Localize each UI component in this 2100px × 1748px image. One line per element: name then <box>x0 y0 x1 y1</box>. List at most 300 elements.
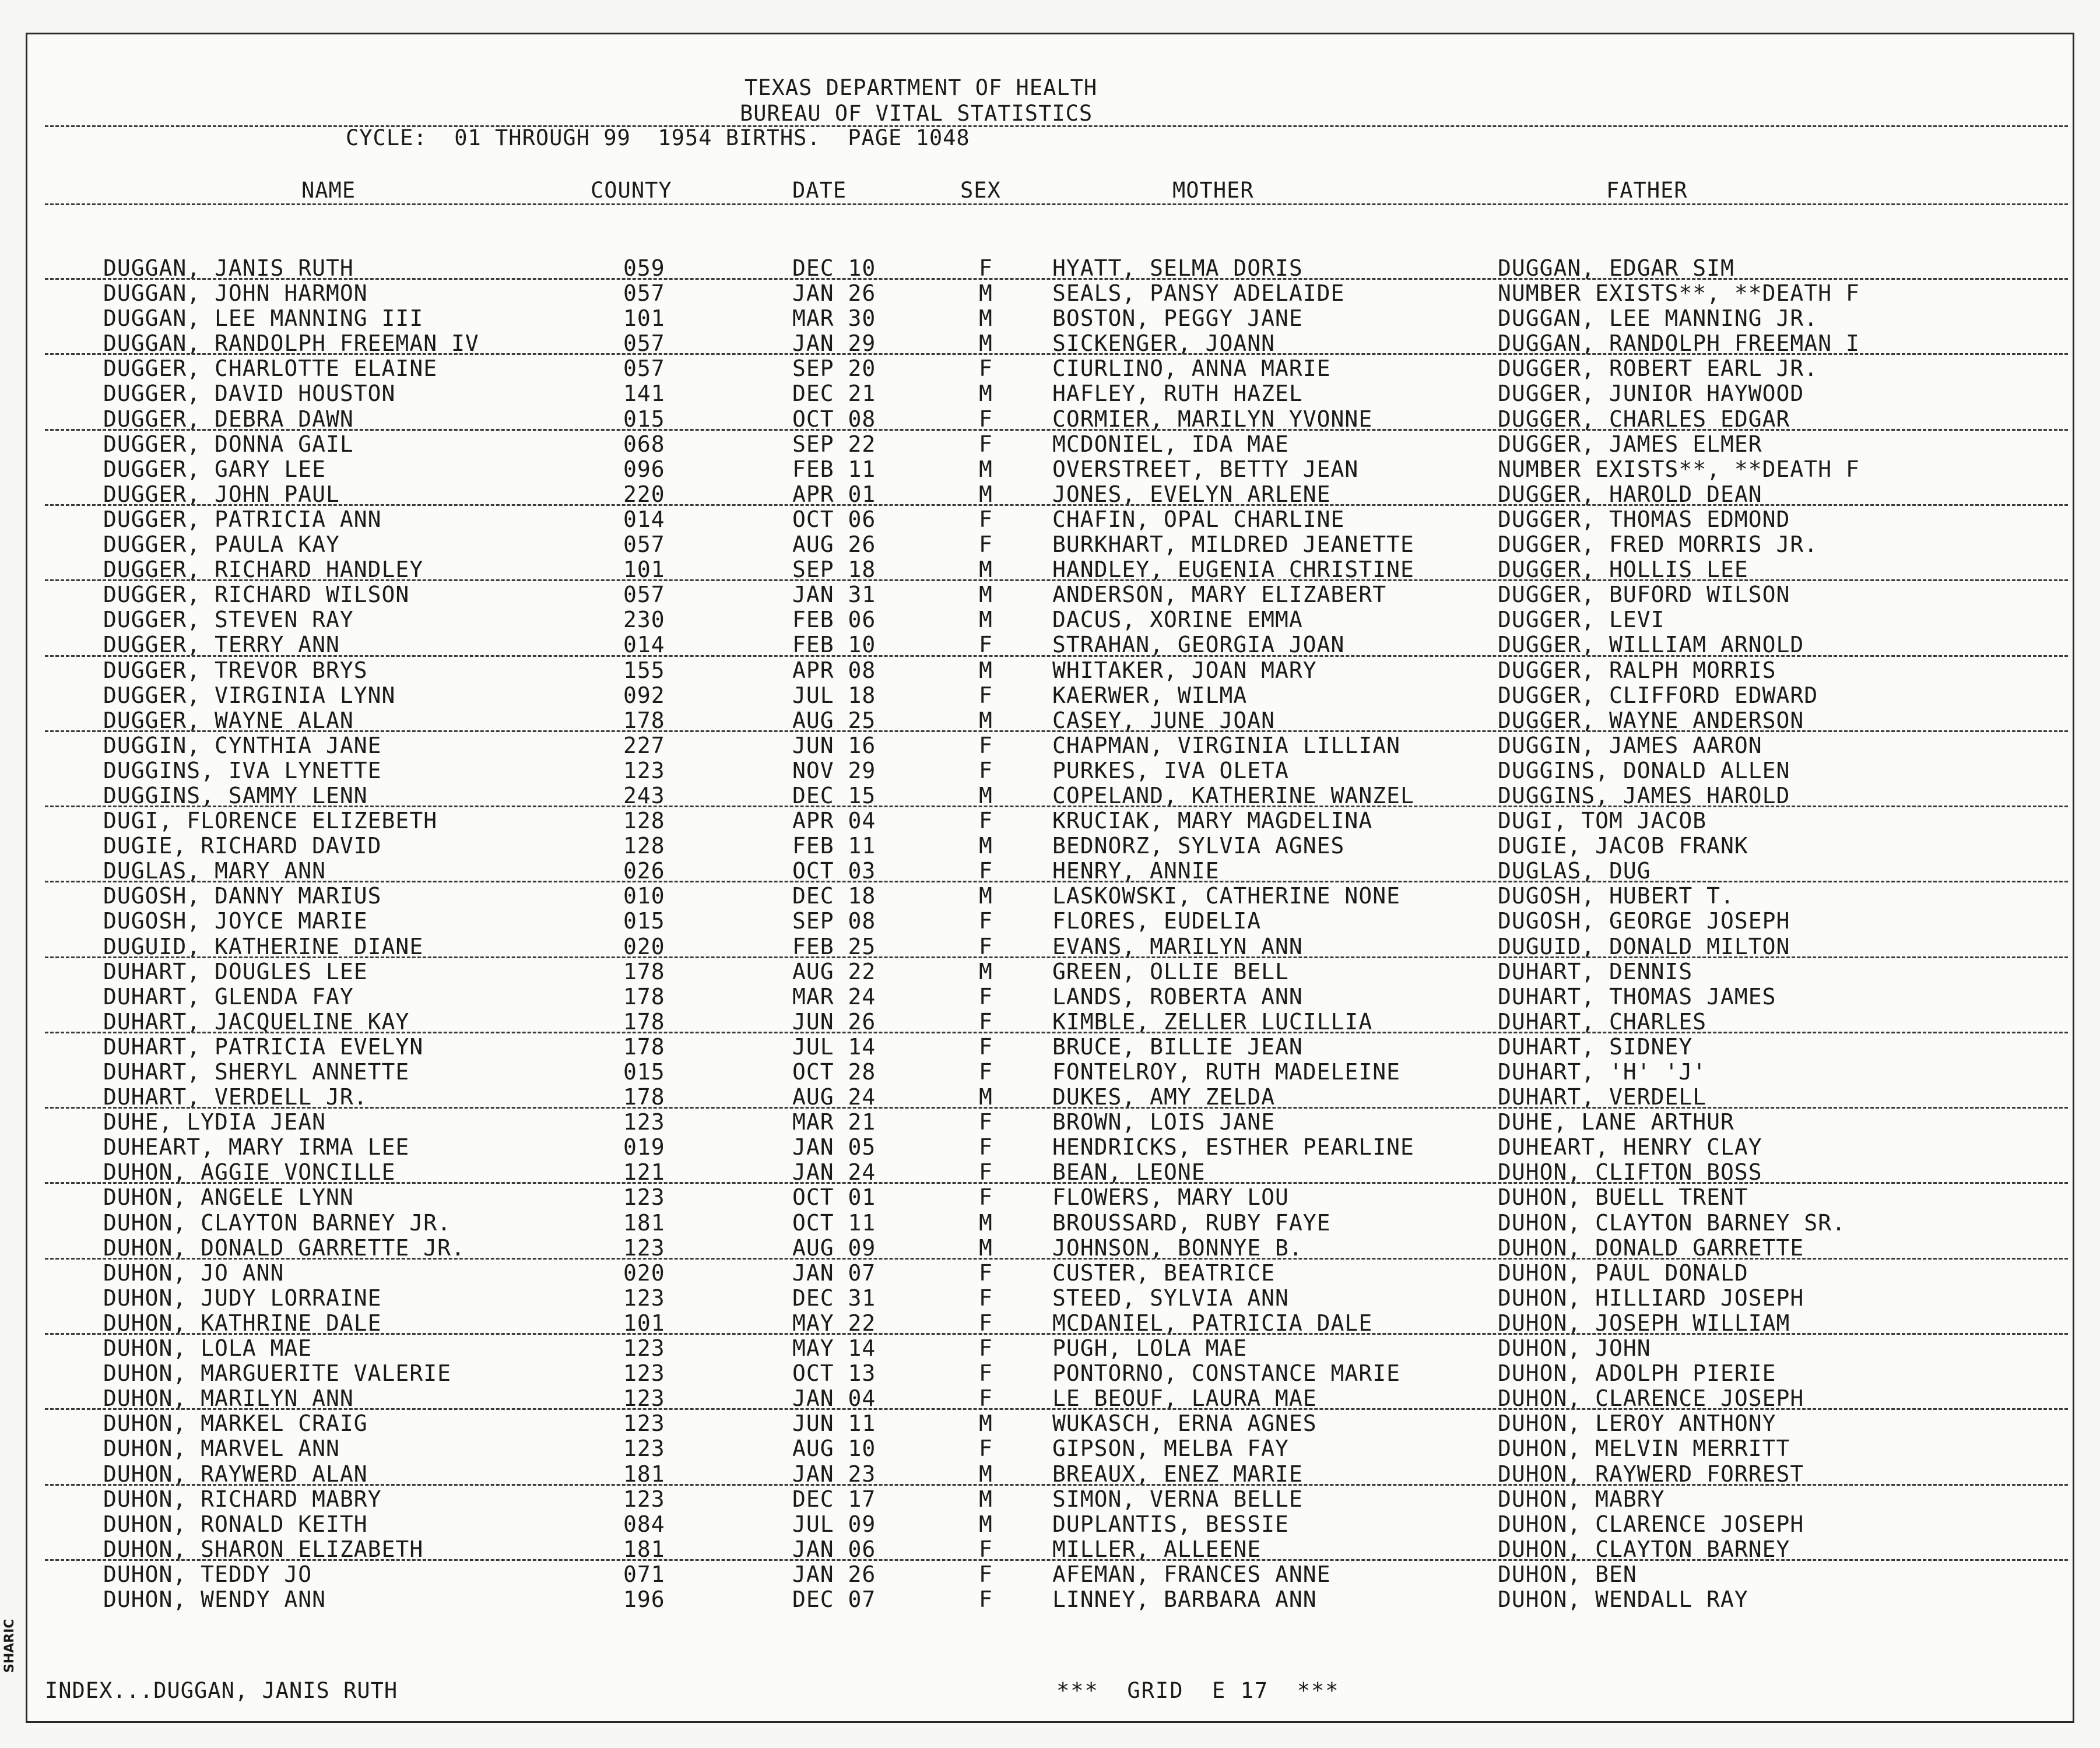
record-father: DUGGER, FRED MORRIS JR. <box>1498 532 1818 558</box>
record-sex: M <box>979 280 993 307</box>
record-date: MAY 22 <box>792 1310 876 1336</box>
record-row <box>27 1462 2073 1487</box>
record-county: 019 <box>623 1134 665 1160</box>
record-father: DUGOSH, GEORGE JOSEPH <box>1498 908 1790 934</box>
record-name: DUGGINS, IVA LYNETTE <box>103 757 382 783</box>
record-row <box>27 331 2073 356</box>
record-mother: BRUCE, BILLIE JEAN <box>1052 1033 1303 1060</box>
record-row <box>27 984 2073 1010</box>
record-date: SEP 22 <box>792 431 876 457</box>
record-row <box>27 1386 2073 1411</box>
record-row <box>27 281 2073 306</box>
record-mother: BROWN, LOIS JANE <box>1052 1109 1276 1135</box>
record-row <box>27 582 2073 607</box>
record-sex: F <box>979 983 993 1010</box>
record-mother: GIPSON, MELBA FAY <box>1052 1436 1289 1462</box>
record-row <box>27 1160 2073 1185</box>
record-date: SEP 20 <box>792 356 876 382</box>
record-sex: F <box>979 757 993 783</box>
record-name: DUGUID, KATHERINE DIANE <box>103 933 424 959</box>
column-header-rule <box>45 203 2068 205</box>
record-row <box>27 758 2073 783</box>
record-sex: F <box>979 632 993 658</box>
record-sex: F <box>979 1310 993 1336</box>
record-mother: AFEMAN, FRANCES ANNE <box>1052 1561 1331 1587</box>
record-father: DUHON, LEROY ANTHONY <box>1498 1411 1776 1437</box>
record-sex: M <box>979 607 993 633</box>
record-father: DUHON, JOSEPH WILLIAM <box>1498 1310 1790 1336</box>
record-county: 057 <box>623 532 665 558</box>
record-county: 178 <box>623 1084 665 1110</box>
side-stamp: SHARIC <box>2 1619 17 1673</box>
record-date: AUG 25 <box>792 707 876 733</box>
record-sex: F <box>979 255 993 281</box>
record-date: OCT 01 <box>792 1184 876 1211</box>
record-date: JAN 06 <box>792 1536 876 1562</box>
column-header-date: DATE <box>792 178 847 203</box>
record-father: DUGGER, HOLLIS LEE <box>1498 557 1748 583</box>
record-row <box>27 1035 2073 1060</box>
record-sex: M <box>979 1486 993 1512</box>
record-date: NOV 29 <box>792 757 876 783</box>
record-county: 068 <box>623 431 665 457</box>
record-father: DUGOSH, HUBERT T. <box>1498 883 1734 909</box>
record-date: MAR 24 <box>792 983 876 1010</box>
record-sex: M <box>979 1234 993 1261</box>
record-name: DUHON, MARILYN ANN <box>103 1385 354 1412</box>
record-mother: DACUS, XORINE EMMA <box>1052 607 1303 633</box>
record-father: DUHON, HILLIARD JOSEPH <box>1498 1285 1804 1311</box>
record-sex: M <box>979 1411 993 1437</box>
record-sex: F <box>979 1335 993 1362</box>
record-sex: M <box>979 707 993 733</box>
record-row <box>27 683 2073 708</box>
record-county: 178 <box>623 1033 665 1060</box>
record-mother: COPELAND, KATHERINE WANZEL <box>1052 782 1414 808</box>
record-county: 196 <box>623 1586 665 1612</box>
record-sex: F <box>979 682 993 708</box>
record-mother: CASEY, JUNE JOAN <box>1052 707 1276 733</box>
record-date: JUL 18 <box>792 682 876 708</box>
record-sex: F <box>979 1561 993 1587</box>
record-row <box>27 482 2073 507</box>
record-date: SEP 08 <box>792 908 876 934</box>
record-father: DUGGER, CLIFFORD EDWARD <box>1498 682 1818 708</box>
record-row <box>27 432 2073 457</box>
record-county: 123 <box>623 1411 665 1437</box>
record-date: DEC 07 <box>792 1586 876 1612</box>
record-date: OCT 11 <box>792 1209 876 1236</box>
record-row <box>27 658 2073 683</box>
record-row <box>27 859 2073 884</box>
record-father: DUHART, SIDNEY <box>1498 1033 1693 1060</box>
record-mother: ANDERSON, MARY ELIZABERT <box>1052 582 1387 608</box>
agency-title: TEXAS DEPARTMENT OF HEALTH <box>745 75 1098 100</box>
record-name: DUGGER, DAVID HOUSTON <box>103 381 396 407</box>
record-sex: F <box>979 1059 993 1085</box>
record-sex: M <box>979 305 993 332</box>
record-row <box>27 1512 2073 1537</box>
record-name: DUHART, VERDELL JR. <box>103 1084 368 1110</box>
record-name: DUHEART, MARY IRMA LEE <box>103 1134 410 1160</box>
record-sex: F <box>979 1436 993 1462</box>
record-county: 181 <box>623 1209 665 1236</box>
record-name: DUGGAN, LEE MANNING III <box>103 305 424 332</box>
record-name: DUGIE, RICHARD DAVID <box>103 833 382 859</box>
record-county: 128 <box>623 808 665 834</box>
column-header-sex: SEX <box>960 178 1001 203</box>
record-name: DUHON, JUDY LORRAINE <box>103 1285 382 1311</box>
record-county: 123 <box>623 1486 665 1512</box>
record-mother: HENRY, ANNIE <box>1052 858 1220 884</box>
record-sex: F <box>979 1134 993 1160</box>
record-name: DUGGER, CHARLOTTE ELAINE <box>103 356 438 382</box>
record-row <box>27 1537 2073 1562</box>
record-mother: OVERSTREET, BETTY JEAN <box>1052 456 1359 482</box>
record-date: AUG 10 <box>792 1436 876 1462</box>
record-date: JUN 11 <box>792 1411 876 1437</box>
grid-footer: *** GRID E 17 *** <box>1056 1678 1340 1703</box>
record-county: 092 <box>623 682 665 708</box>
record-county: 123 <box>623 1385 665 1412</box>
record-row <box>27 356 2073 381</box>
record-father: DUGGINS, JAMES HAROLD <box>1498 782 1790 808</box>
record-father: DUHON, CLAYTON BARNEY SR. <box>1498 1209 1846 1236</box>
record-mother: BEDNORZ, SYLVIA AGNES <box>1052 833 1345 859</box>
record-father: DUHON, BEN <box>1498 1561 1637 1587</box>
record-date: JAN 31 <box>792 582 876 608</box>
record-mother: CIURLINO, ANNA MARIE <box>1052 356 1331 382</box>
record-county: 178 <box>623 983 665 1010</box>
record-mother: PONTORNO, CONSTANCE MARIE <box>1052 1360 1400 1387</box>
record-date: JUL 14 <box>792 1033 876 1060</box>
record-father: DUGIE, JACOB FRANK <box>1498 833 1748 859</box>
record-mother: SEALS, PANSY ADELAIDE <box>1052 280 1345 307</box>
record-county: 026 <box>623 858 665 884</box>
record-row <box>27 1286 2073 1311</box>
record-mother: JOHNSON, BONNYE B. <box>1052 1234 1303 1261</box>
records-page <box>26 33 2074 1723</box>
record-row <box>27 1010 2073 1035</box>
record-row <box>27 1185 2073 1210</box>
record-row <box>27 1336 2073 1361</box>
record-date: DEC 17 <box>792 1486 876 1512</box>
record-father: DUHON, ADOLPH PIERIE <box>1498 1360 1776 1387</box>
record-father: DUGI, TOM JACOB <box>1498 808 1707 834</box>
record-row <box>27 1562 2073 1587</box>
record-mother: BOSTON, PEGGY JANE <box>1052 305 1303 332</box>
record-father: DUHART, CHARLES <box>1498 1008 1707 1035</box>
record-mother: BREAUX, ENEZ MARIE <box>1052 1461 1303 1487</box>
record-date: JAN 24 <box>792 1159 876 1186</box>
record-father: DUGGAN, LEE MANNING JR. <box>1498 305 1818 332</box>
record-county: 015 <box>623 1059 665 1085</box>
record-sex: F <box>979 1260 993 1286</box>
record-father: DUGGAN, EDGAR SIM <box>1498 255 1734 281</box>
record-date: JAN 29 <box>792 330 876 357</box>
record-mother: KIMBLE, ZELLER LUCILLIA <box>1052 1008 1373 1035</box>
record-date: OCT 08 <box>792 406 876 432</box>
record-date: MAR 30 <box>792 305 876 332</box>
record-name: DUHART, PATRICIA EVELYN <box>103 1033 424 1060</box>
record-mother: LANDS, ROBERTA ANN <box>1052 983 1303 1010</box>
record-name: DUHON, RAYWERD ALAN <box>103 1461 368 1487</box>
record-date: APR 01 <box>792 481 876 507</box>
record-county: 057 <box>623 582 665 608</box>
record-father: NUMBER EXISTS**, **DEATH F <box>1498 456 1860 482</box>
record-sex: M <box>979 883 993 909</box>
record-name: DUHON, SHARON ELIZABETH <box>103 1536 424 1562</box>
record-name: DUGGER, TERRY ANN <box>103 632 340 658</box>
record-father: DUGLAS, DUG <box>1498 858 1651 884</box>
record-county: 178 <box>623 707 665 733</box>
column-header-name: NAME <box>301 178 356 203</box>
record-row <box>27 1436 2073 1461</box>
record-name: DUGGER, PAULA KAY <box>103 532 340 558</box>
record-father: DUGGER, HAROLD DEAN <box>1498 481 1762 507</box>
record-county: 155 <box>623 657 665 683</box>
record-father: DUHON, CLAYTON BARNEY <box>1498 1536 1790 1562</box>
record-date: JUL 09 <box>792 1511 876 1537</box>
record-county: 121 <box>623 1159 665 1186</box>
record-row <box>27 381 2073 406</box>
record-name: DUHART, DOUGLES LEE <box>103 958 368 984</box>
record-county: 123 <box>623 1109 665 1135</box>
record-name: DUHON, MARVEL ANN <box>103 1436 340 1462</box>
record-county: 101 <box>623 1310 665 1336</box>
record-mother: KAERWER, WILMA <box>1052 682 1248 708</box>
record-sex: F <box>979 1008 993 1035</box>
record-mother: CUSTER, BEATRICE <box>1052 1260 1276 1286</box>
record-father: DUGGER, JAMES ELMER <box>1498 431 1762 457</box>
record-sex: F <box>979 506 993 532</box>
record-date: FEB 11 <box>792 833 876 859</box>
record-mother: HENDRICKS, ESTHER PEARLINE <box>1052 1134 1414 1160</box>
record-name: DUGLAS, MARY ANN <box>103 858 326 884</box>
record-name: DUHART, JACQUELINE KAY <box>103 1008 410 1035</box>
record-mother: STRAHAN, GEORGIA JOAN <box>1052 632 1345 658</box>
record-row <box>27 306 2073 331</box>
index-footer: INDEX...DUGGAN, JANIS RUTH <box>45 1678 398 1703</box>
record-county: 101 <box>623 305 665 332</box>
record-county: 096 <box>623 456 665 482</box>
record-county: 227 <box>623 732 665 758</box>
record-sex: M <box>979 330 993 357</box>
record-county: 020 <box>623 1260 665 1286</box>
record-father: DUGGIN, JAMES AARON <box>1498 732 1762 758</box>
record-mother: EVANS, MARILYN ANN <box>1052 933 1303 959</box>
record-date: APR 04 <box>792 808 876 834</box>
record-county: 181 <box>623 1536 665 1562</box>
record-mother: FONTELROY, RUTH MADELEINE <box>1052 1059 1400 1085</box>
record-mother: HAFLEY, RUTH HAZEL <box>1052 381 1303 407</box>
record-sex: M <box>979 1511 993 1537</box>
record-name: DUHON, ANGELE LYNN <box>103 1184 354 1211</box>
record-mother: CHAPMAN, VIRGINIA LILLIAN <box>1052 732 1400 758</box>
record-father: DUGGER, BUFORD WILSON <box>1498 582 1790 608</box>
column-header-father: FATHER <box>1606 178 1688 203</box>
record-mother: SIMON, VERNA BELLE <box>1052 1486 1303 1512</box>
record-father: DUHART, DENNIS <box>1498 958 1693 984</box>
record-sex: M <box>979 1084 993 1110</box>
record-date: JAN 26 <box>792 1561 876 1587</box>
record-county: 020 <box>623 933 665 959</box>
record-father: DUHON, BUELL TRENT <box>1498 1184 1748 1211</box>
record-father: DUGGER, ROBERT EARL JR. <box>1498 356 1818 382</box>
record-county: 123 <box>623 1285 665 1311</box>
record-sex: M <box>979 381 993 407</box>
record-row <box>27 1211 2073 1236</box>
record-county: 057 <box>623 280 665 307</box>
record-county: 057 <box>623 330 665 357</box>
record-mother: JONES, EVELYN ARLENE <box>1052 481 1331 507</box>
record-father: DUGGER, WILLIAM ARNOLD <box>1498 632 1804 658</box>
record-father: DUGGER, RALPH MORRIS <box>1498 657 1776 683</box>
record-name: DUGGINS, SAMMY LENN <box>103 782 368 808</box>
record-sex: M <box>979 1209 993 1236</box>
record-sex: F <box>979 406 993 432</box>
record-name: DUHART, SHERYL ANNETTE <box>103 1059 410 1085</box>
record-name: DUHON, RONALD KEITH <box>103 1511 368 1537</box>
record-date: MAY 14 <box>792 1335 876 1362</box>
record-name: DUHON, TEDDY JO <box>103 1561 312 1587</box>
record-row <box>27 934 2073 959</box>
record-father: DUGGINS, DONALD ALLEN <box>1498 757 1790 783</box>
record-county: 181 <box>623 1461 665 1487</box>
record-mother: DUPLANTIS, BESSIE <box>1052 1511 1289 1537</box>
record-county: 123 <box>623 1234 665 1261</box>
column-header-county: COUNTY <box>591 178 672 203</box>
record-sex: F <box>979 1184 993 1211</box>
record-county: 178 <box>623 958 665 984</box>
record-name: DUGGER, PATRICIA ANN <box>103 506 382 532</box>
record-name: DUGGIN, CYNTHIA JANE <box>103 732 382 758</box>
record-county: 010 <box>623 883 665 909</box>
record-date: DEC 18 <box>792 883 876 909</box>
record-county: 123 <box>623 1184 665 1211</box>
record-sex: F <box>979 1536 993 1562</box>
record-mother: BURKHART, MILDRED JEANETTE <box>1052 532 1414 558</box>
record-county: 059 <box>623 255 665 281</box>
record-name: DUHON, KATHRINE DALE <box>103 1310 382 1336</box>
record-county: 101 <box>623 557 665 583</box>
record-row <box>27 1110 2073 1135</box>
record-name: DUGGER, GARY LEE <box>103 456 326 482</box>
record-date: AUG 24 <box>792 1084 876 1110</box>
record-father: NUMBER EXISTS**, **DEATH F <box>1498 280 1860 307</box>
record-county: 178 <box>623 1008 665 1035</box>
record-county: 071 <box>623 1561 665 1587</box>
record-name: DUGGAN, JANIS RUTH <box>103 255 354 281</box>
record-date: OCT 13 <box>792 1360 876 1387</box>
record-mother: SICKENGER, JOANN <box>1052 330 1276 357</box>
record-name: DUGGER, STEVEN RAY <box>103 607 354 633</box>
record-sex: F <box>979 532 993 558</box>
record-county: 014 <box>623 632 665 658</box>
record-name: DUHON, AGGIE VONCILLE <box>103 1159 396 1186</box>
record-mother: MCDONIEL, IDA MAE <box>1052 431 1289 457</box>
record-date: JAN 04 <box>792 1385 876 1412</box>
record-date: SEP 18 <box>792 557 876 583</box>
record-date: MAR 21 <box>792 1109 876 1135</box>
record-mother: LINNEY, BARBARA ANN <box>1052 1586 1317 1612</box>
record-row <box>27 632 2073 657</box>
record-father: DUHON, RAYWERD FORREST <box>1498 1461 1804 1487</box>
record-date: APR 08 <box>792 657 876 683</box>
record-row <box>27 1487 2073 1512</box>
column-header-mother: MOTHER <box>1172 178 1254 203</box>
record-father: DUHON, CLARENCE JOSEPH <box>1498 1511 1804 1537</box>
record-father: DUHON, JOHN <box>1498 1335 1651 1362</box>
record-name: DUGOSH, DANNY MARIUS <box>103 883 382 909</box>
record-name: DUHON, MARGUERITE VALERIE <box>103 1360 451 1387</box>
record-name: DUGGER, DEBRA DAWN <box>103 406 354 432</box>
record-sex: F <box>979 1285 993 1311</box>
record-date: FEB 06 <box>792 607 876 633</box>
record-sex: F <box>979 1033 993 1060</box>
record-name: DUHON, DONALD GARRETTE JR. <box>103 1234 465 1261</box>
record-row <box>27 1060 2073 1085</box>
record-mother: PURKES, IVA OLETA <box>1052 757 1289 783</box>
record-row <box>27 457 2073 482</box>
record-mother: CHAFIN, OPAL CHARLINE <box>1052 506 1345 532</box>
record-county: 141 <box>623 381 665 407</box>
record-name: DUHON, WENDY ANN <box>103 1586 326 1612</box>
record-name: DUGGER, TREVOR BRYS <box>103 657 368 683</box>
record-sex: F <box>979 1360 993 1387</box>
record-date: AUG 22 <box>792 958 876 984</box>
record-row <box>27 909 2073 934</box>
record-county: 123 <box>623 1335 665 1362</box>
record-county: 128 <box>623 833 665 859</box>
record-row <box>27 1587 2073 1612</box>
record-date: JUN 26 <box>792 1008 876 1035</box>
record-sex: M <box>979 833 993 859</box>
record-sex: M <box>979 456 993 482</box>
record-father: DUHART, THOMAS JAMES <box>1498 983 1776 1010</box>
record-mother: MILLER, ALLEENE <box>1052 1536 1262 1562</box>
record-mother: WUKASCH, ERNA AGNES <box>1052 1411 1317 1437</box>
cycle-line: CYCLE: 01 THROUGH 99 1954 BIRTHS. PAGE 1048 <box>346 125 970 150</box>
record-name: DUGI, FLORENCE ELIZEBETH <box>103 808 438 834</box>
record-father: DUHON, MABRY <box>1498 1486 1665 1512</box>
record-father: DUHON, MELVIN MERRITT <box>1498 1436 1790 1462</box>
record-father: DUGGAN, RANDOLPH FREEMAN I <box>1498 330 1860 357</box>
record-row <box>27 1361 2073 1386</box>
record-sex: F <box>979 1586 993 1612</box>
record-date: OCT 03 <box>792 858 876 884</box>
record-date: OCT 06 <box>792 506 876 532</box>
record-father: DUHON, CLIFTON BOSS <box>1498 1159 1762 1186</box>
record-mother: WHITAKER, JOAN MARY <box>1052 657 1317 683</box>
record-name: DUGOSH, JOYCE MARIE <box>103 908 368 934</box>
record-county: 015 <box>623 406 665 432</box>
record-date: JAN 07 <box>792 1260 876 1286</box>
record-date: DEC 10 <box>792 255 876 281</box>
record-sex: F <box>979 1385 993 1412</box>
record-mother: HANDLEY, EUGENIA CHRISTINE <box>1052 557 1414 583</box>
record-mother: FLORES, EUDELIA <box>1052 908 1262 934</box>
record-date: JAN 26 <box>792 280 876 307</box>
record-father: DUHON, DONALD GARRETTE <box>1498 1234 1804 1261</box>
record-mother: PUGH, LOLA MAE <box>1052 1335 1248 1362</box>
record-sex: M <box>979 582 993 608</box>
record-county: 230 <box>623 607 665 633</box>
record-county: 123 <box>623 1360 665 1387</box>
record-name: DUHON, LOLA MAE <box>103 1335 312 1362</box>
record-name: DUHON, JO ANN <box>103 1260 285 1286</box>
record-father: DUHART, VERDELL <box>1498 1084 1707 1110</box>
